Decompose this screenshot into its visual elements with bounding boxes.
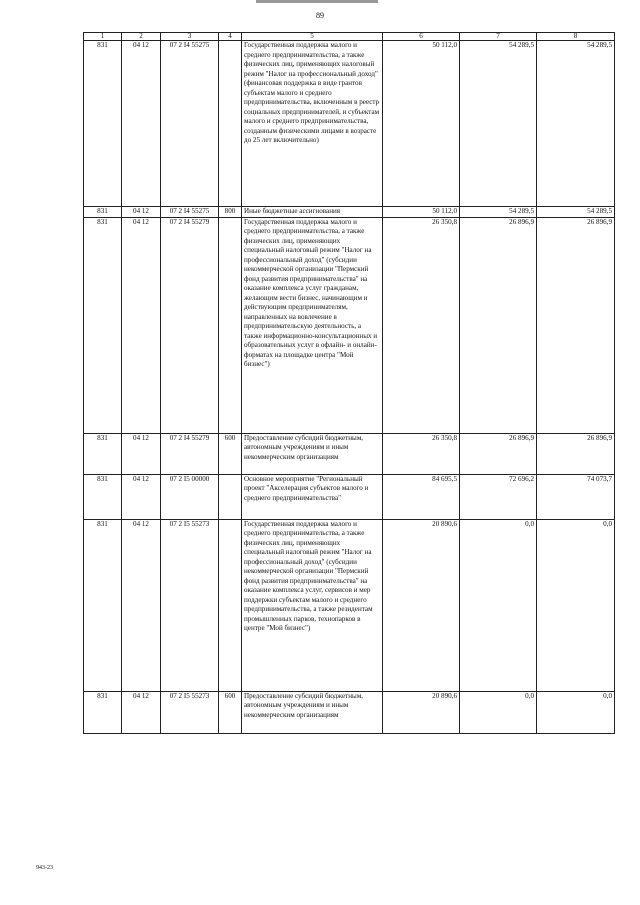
cell-admin-code: 831 (84, 691, 122, 733)
column-header: 2 (122, 33, 161, 41)
cell-amount-2: 72 696,2 (460, 474, 537, 519)
cell-amount-3: 54 289,5 (537, 41, 615, 207)
cell-amount-3: 54 289,5 (537, 207, 615, 218)
column-header: 7 (460, 33, 537, 41)
cell-admin-code: 831 (84, 41, 122, 207)
cell-amount-1: 26 350,8 (383, 217, 460, 433)
table-row (84, 519, 615, 691)
cell-expense-type (219, 217, 242, 433)
table-row (84, 433, 615, 474)
column-header: 4 (219, 33, 242, 41)
column-header: 1 (84, 33, 122, 41)
cell-amount-1: 84 695,5 (383, 474, 460, 519)
cell-amount-1: 20 890,6 (383, 519, 460, 691)
cell-amount-1: 50 112,0 (383, 207, 460, 218)
cell-description: Основное мероприятие "Региональный проект "Акселерация субъектов малого и среднего предпринимательства" (242, 474, 383, 519)
column-header: 3 (161, 33, 219, 41)
document-code: 943-23 (36, 865, 53, 871)
cell-section-code: 04 12 (122, 433, 161, 474)
cell-expense-type (219, 474, 242, 519)
table-row (84, 207, 615, 218)
page-number: 89 (316, 11, 324, 20)
cell-amount-2: 54 289,5 (460, 41, 537, 207)
cell-amount-2: 26 896,9 (460, 217, 537, 433)
table-row (84, 217, 615, 433)
top-edge-mark (256, 0, 378, 3)
table-row (84, 474, 615, 519)
cell-target-code: 07 2 I5 55273 (161, 691, 219, 733)
cell-amount-3: 0,0 (537, 691, 615, 733)
cell-amount-3: 0,0 (537, 519, 615, 691)
table-header-row (84, 33, 615, 41)
cell-section-code: 04 12 (122, 41, 161, 207)
cell-amount-1: 20 890,6 (383, 691, 460, 733)
cell-amount-1: 50 112,0 (383, 41, 460, 207)
cell-section-code: 04 12 (122, 474, 161, 519)
table-row (84, 691, 615, 733)
cell-section-code: 04 12 (122, 207, 161, 218)
cell-target-code: 07 2 I4 55279 (161, 433, 219, 474)
cell-description: Предоставление субсидий бюджетным, автономным учреждениям и иным некоммерческим организациям (242, 691, 383, 733)
cell-amount-2: 26 896,9 (460, 433, 537, 474)
column-header: 5 (242, 33, 383, 41)
cell-section-code: 04 12 (122, 217, 161, 433)
cell-expense-type (219, 519, 242, 691)
cell-amount-3: 26 896,9 (537, 217, 615, 433)
cell-amount-2: 54 289,5 (460, 207, 537, 218)
cell-section-code: 04 12 (122, 691, 161, 733)
cell-admin-code: 831 (84, 474, 122, 519)
cell-description: Государственная поддержка малого и среднего предпринимательства, а также физических лиц, применяющих специальный налоговый режим "Налог на профессиональный доход" (субсидии некоммерческой организации "Пермский фонд развития предпринимательства" на оказание комплекса услуг, сервисов и мер поддержки субъектам малого и среднего предпринимательства, а также резидентам промышленных парков, технопарков в центре "Мой бизнес") (242, 519, 383, 691)
cell-expense-type: 600 (219, 691, 242, 733)
cell-target-code: 07 2 I5 00000 (161, 474, 219, 519)
cell-amount-2: 0,0 (460, 691, 537, 733)
cell-admin-code: 831 (84, 519, 122, 691)
cell-description: Предоставление субсидий бюджетным, автономным учреждениям и иным некоммерческим организациям (242, 433, 383, 474)
cell-expense-type (219, 41, 242, 207)
cell-admin-code: 831 (84, 433, 122, 474)
cell-description: Государственная поддержка малого и среднего предпринимательства, а также физических лиц, применяющих специальный налоговый режим "Налог на профессиональный доход" (субсидии некоммерческой организации "Пермский фонд развития предпринимательства" на оказание комплекса услуг гражданам, желающим вести бизнес, начинающим и действующим предпринимателям, направленных на вовлечение в предпринимательскую деятельность, а также информационно-консультационных и образовательных услуг в офлайн- и онлайн-форматах на площадке центра "Мой бизнес") (242, 217, 383, 433)
table-row (84, 41, 615, 207)
cell-admin-code: 831 (84, 217, 122, 433)
cell-expense-type: 600 (219, 433, 242, 474)
cell-target-code: 07 2 I5 55273 (161, 519, 219, 691)
column-header: 6 (383, 33, 460, 41)
column-header: 8 (537, 33, 615, 41)
cell-amount-3: 74 073,7 (537, 474, 615, 519)
cell-target-code: 07 2 I4 55275 (161, 207, 219, 218)
cell-description: Государственная поддержка малого и среднего предпринимательства, а также физических лиц, применяющих налоговый режим "Налог на профессиональный доход" (финансовая поддержка в виде грантов субъектам малого и среднего предпринимательства, включенным в реестр социальных предпринимателей, и субъектам малого и среднего предпринимательства, созданным физическими лицами в возрасте до 25 лет включительно) (242, 41, 383, 207)
cell-amount-2: 0,0 (460, 519, 537, 691)
budget-table (83, 32, 615, 734)
cell-expense-type: 800 (219, 207, 242, 218)
cell-amount-1: 26 350,8 (383, 433, 460, 474)
cell-admin-code: 831 (84, 207, 122, 218)
cell-target-code: 07 2 I4 55275 (161, 41, 219, 207)
cell-section-code: 04 12 (122, 519, 161, 691)
cell-target-code: 07 2 I4 55279 (161, 217, 219, 433)
cell-description: Иные бюджетные ассигнования (242, 207, 383, 218)
cell-amount-3: 26 896,9 (537, 433, 615, 474)
